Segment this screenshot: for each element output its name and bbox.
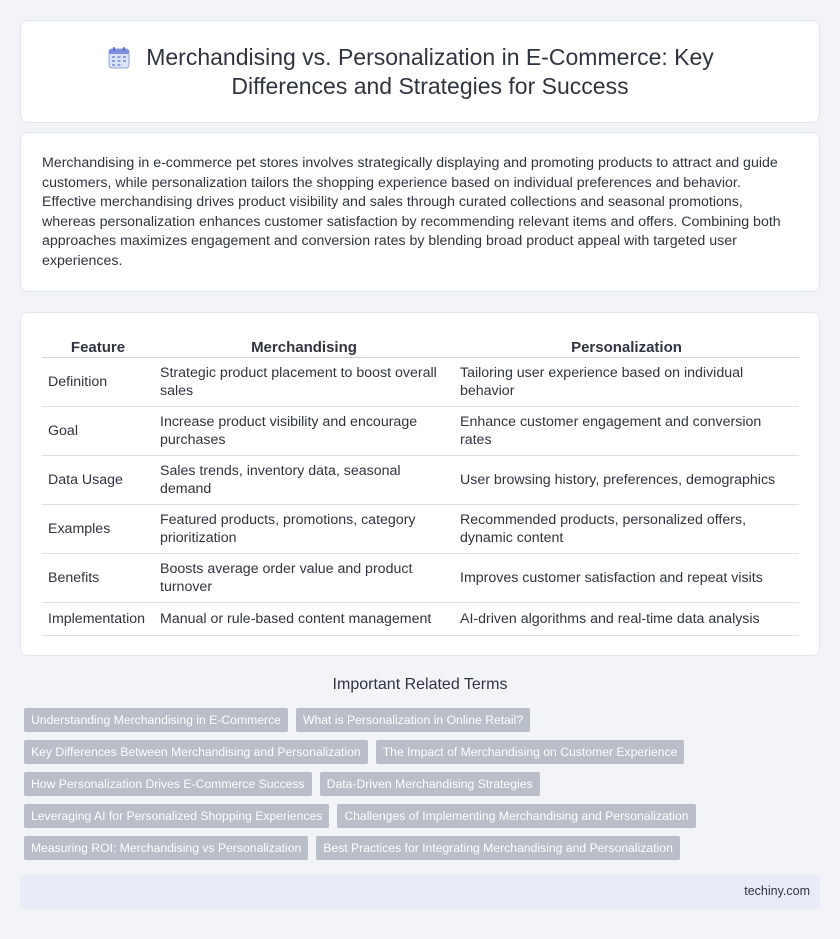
row-personalization: Improves customer satisfaction and repeat visits <box>454 553 799 602</box>
related-term-link[interactable]: The Impact of Merchandising on Customer Experience <box>376 740 685 764</box>
row-merchandising: Sales trends, inventory data, seasonal demand <box>154 455 454 504</box>
row-feature: Data Usage <box>42 455 154 504</box>
related-term-link[interactable]: What is Personalization in Online Retail? <box>296 708 530 732</box>
comparison-table <box>42 335 799 636</box>
page-title: Merchandising vs. Personalization in E-Commerce: Key Differences and Strategies for Success <box>146 43 714 99</box>
table-header-row <box>42 335 799 357</box>
row-merchandising: Manual or rule-based content management <box>154 602 454 635</box>
table-row <box>42 357 799 406</box>
intro-paragraph: Merchandising in e-commerce pet stores involves strategically displaying and promoting products to attract and guide customers, while personalization tailors the shopping experience based on individual preferences and behavior. Effective merchandising drives product visibility and sales through curated collections and seasonal promotions, whereas personalization enhances customer satisfaction by recommending relevant items and offers. Combining both approaches maximizes engagement and conversion rates by blending broad product appeal with targeted user experiences. <box>42 155 781 269</box>
header-card <box>20 20 820 123</box>
row-personalization: AI-driven algorithms and real-time data analysis <box>454 602 799 635</box>
row-personalization: Tailoring user experience based on individual behavior <box>454 357 799 406</box>
footer <box>20 875 820 909</box>
related-term-link[interactable]: How Personalization Drives E-Commerce Success <box>24 772 312 796</box>
header-merchandising: Merchandising <box>154 335 454 357</box>
related-term-link[interactable]: Key Differences Between Merchandising and Personalization <box>24 740 368 764</box>
table-row <box>42 602 799 635</box>
row-merchandising: Boosts average order value and product turnover <box>154 553 454 602</box>
header-feature: Feature <box>42 335 154 357</box>
tag-row <box>24 804 804 828</box>
related-term-link[interactable]: Best Practices for Integrating Merchandising and Personalization <box>316 836 680 860</box>
related-term-link[interactable]: Understanding Merchandising in E-Commerce <box>24 708 288 732</box>
row-feature: Goal <box>42 406 154 455</box>
related-terms-title: Important Related Terms <box>332 676 508 693</box>
row-merchandising: Increase product visibility and encourage purchases <box>154 406 454 455</box>
related-term-link[interactable]: Data-Driven Merchandising Strategies <box>320 772 540 796</box>
row-personalization: Enhance customer engagement and conversion rates <box>454 406 799 455</box>
related-term-link[interactable]: Leveraging AI for Personalized Shopping Experiences <box>24 804 329 828</box>
table-row <box>42 504 799 553</box>
footer-brand[interactable]: techiny.com <box>744 884 810 898</box>
comparison-table-card <box>20 312 820 656</box>
row-personalization: Recommended products, personalized offers, dynamic content <box>454 504 799 553</box>
tag-row <box>24 708 804 732</box>
row-feature: Implementation <box>42 602 154 635</box>
row-merchandising: Strategic product placement to boost overall sales <box>154 357 454 406</box>
row-feature: Definition <box>42 357 154 406</box>
row-feature: Examples <box>42 504 154 553</box>
row-personalization: User browsing history, preferences, demographics <box>454 455 799 504</box>
tag-row <box>24 740 804 764</box>
row-feature: Benefits <box>42 553 154 602</box>
table-row <box>42 455 799 504</box>
related-term-link[interactable]: Challenges of Implementing Merchandising and Personalization <box>337 804 695 828</box>
row-merchandising: Featured products, promotions, category prioritization <box>154 504 454 553</box>
related-terms-list <box>24 708 804 868</box>
tag-row <box>24 772 804 796</box>
header-personalization: Personalization <box>454 335 799 357</box>
table-row <box>42 553 799 602</box>
related-term-link[interactable]: Measuring ROI: Merchandising vs Personalization <box>24 836 308 860</box>
intro-card <box>20 132 820 292</box>
table-row <box>42 406 799 455</box>
tag-row <box>24 836 804 860</box>
